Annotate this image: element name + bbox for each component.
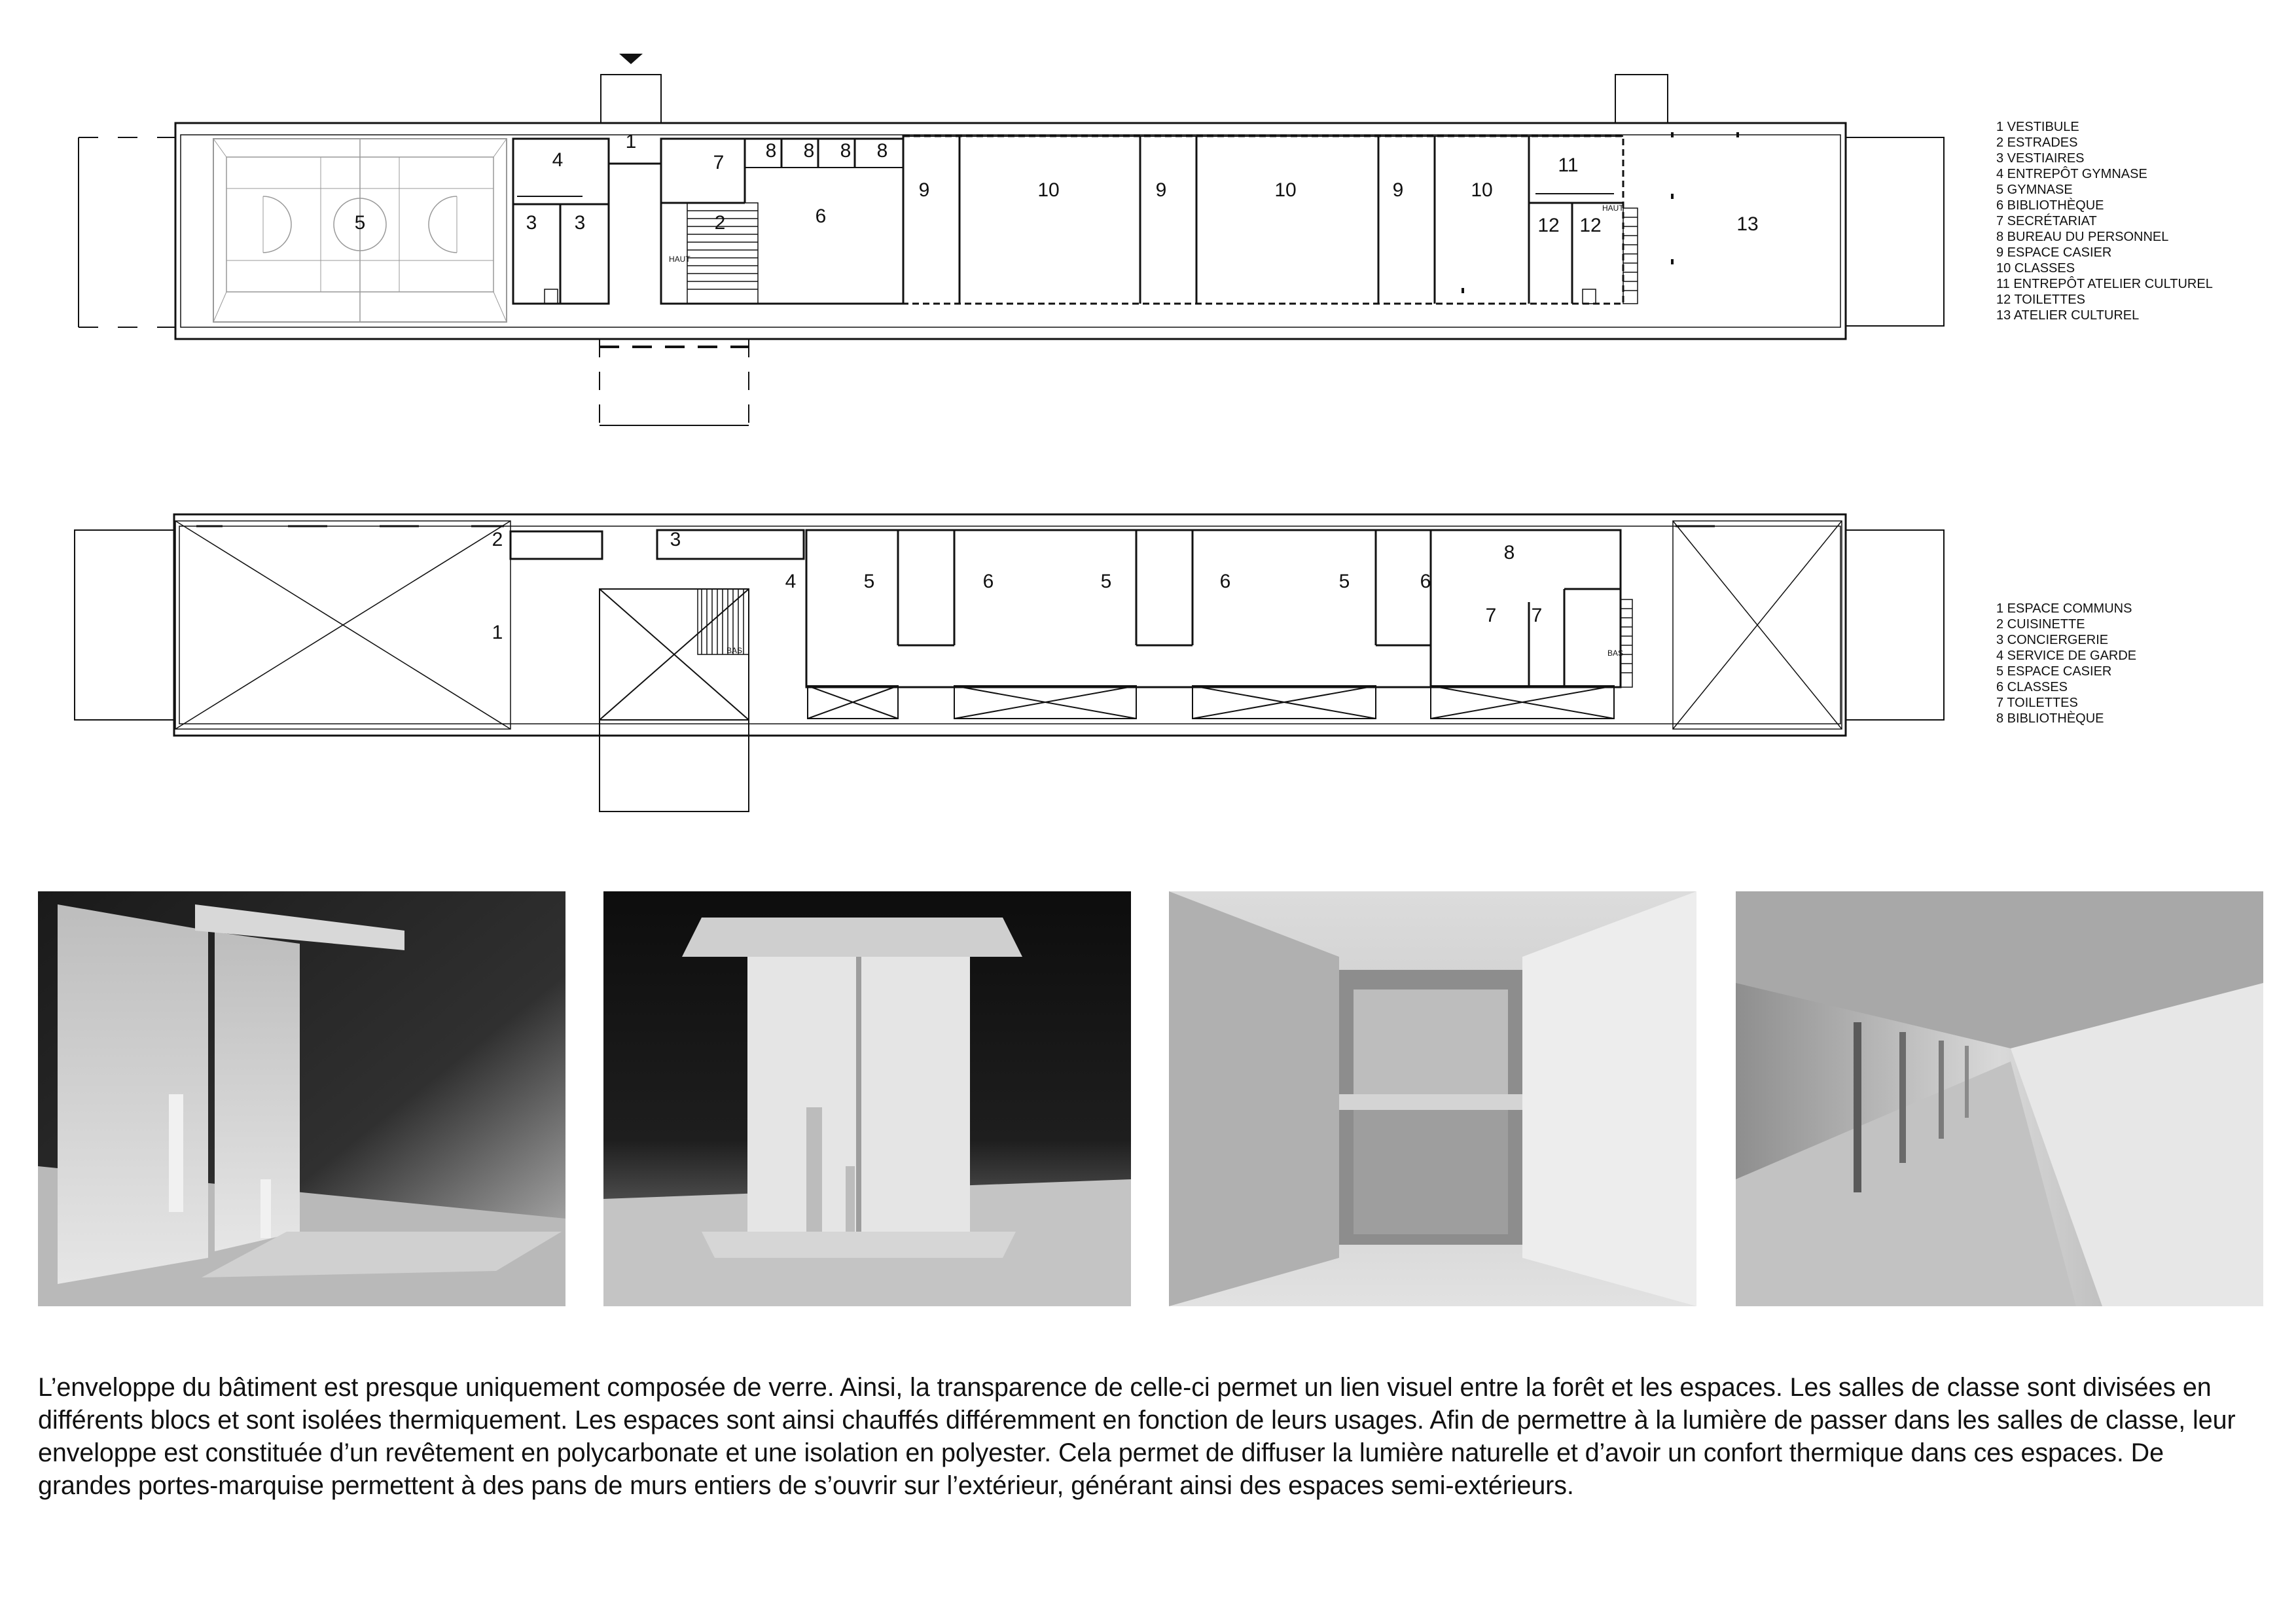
column-marks <box>1462 132 1739 293</box>
administration-block <box>661 139 903 304</box>
stair-upper <box>698 589 749 654</box>
legend-item: 8 BUREAU DU PERSONNEL <box>1996 230 2169 244</box>
legend-item: 7 TOILETTES <box>1996 696 2078 710</box>
room-number: 5 <box>1338 570 1350 592</box>
room-number: 7 <box>1531 604 1543 626</box>
legend-item: 9 ESPACE CASIER <box>1996 245 2112 260</box>
upper-floor-plan <box>0 497 1964 838</box>
north-entry-left <box>601 75 661 123</box>
room-number: 3 <box>670 528 681 550</box>
legend-item: 6 CLASSES <box>1996 680 2068 694</box>
classroom-block <box>903 136 1623 304</box>
room-number-labels-upper <box>492 529 1623 658</box>
room-number: 9 <box>1392 179 1404 201</box>
model-photo-interior-corridor <box>1736 891 2263 1306</box>
room-number: 10 <box>1471 179 1493 201</box>
room-number: 2 <box>492 528 503 550</box>
legend-item: 1 ESPACE COMMUNS <box>1996 601 2132 616</box>
room-number: 12 <box>1579 214 1602 236</box>
double-height-void-right <box>1673 521 1842 729</box>
south-voids <box>808 686 1614 719</box>
room-number: 10 <box>1037 179 1060 201</box>
room-number: 13 <box>1736 213 1759 235</box>
room-number-labels <box>355 131 1759 264</box>
model-photo-interior-frame <box>1169 891 1696 1306</box>
stair-direction-label: HAUT <box>669 255 691 264</box>
model-photo-porch-side <box>38 891 565 1306</box>
room-number: 8 <box>876 139 888 162</box>
legend-item: 3 VESTIAIRES <box>1996 151 2085 166</box>
room-number: 11 <box>1558 154 1579 176</box>
legend-item: 12 TOILETTES <box>1996 293 2085 307</box>
ground-floor-plan <box>0 39 1964 445</box>
kitchenette <box>511 531 602 559</box>
stair-direction-label: HAUT <box>1602 204 1624 213</box>
room-number: 5 <box>354 211 366 234</box>
room-number: 6 <box>1420 570 1431 592</box>
legend-item: 10 CLASSES <box>1996 261 2075 276</box>
room-number: 8 <box>765 139 777 162</box>
south-canopy-dashed <box>600 339 749 425</box>
double-height-void-left <box>175 521 511 729</box>
stair-tower <box>600 589 749 812</box>
workshop-ramp <box>1623 208 1638 304</box>
room-number: 7 <box>713 151 725 173</box>
room-number: 6 <box>815 205 827 227</box>
legend-item: 5 ESPACE CASIER <box>1996 664 2112 679</box>
stair-direction-label: BAS <box>1607 649 1624 658</box>
legend-item: 2 CUISINETTE <box>1996 617 2085 632</box>
legend-item: 13 ATELIER CULTUREL <box>1996 308 2140 323</box>
description-paragraph: L’enveloppe du bâtiment est presque uniquement composée de verre. Ainsi, la transparence de celle-ci permet un lien visuel entre la forêt et les espaces. Les salles de classe sont divisées en différents blocs et sont isolées thermiquement. Les espaces sont ainsi chauffés différemment en fonction de leurs usages. Afin de permettre à la lumière de passer dans les salles de classe, leur enveloppe est constituée d’un revêtement en polycarbonate et une isolation en polyester. Cela permet de diffuser la lumière naturelle et d’avoir un confort thermique dans ces espaces. De grandes portes-marquise permettent à des pans de murs entiers de s’ouvrir sur l’extérieur, générant ainsi des espaces semi-extérieurs. <box>38 1373 2236 1500</box>
room-number: 8 <box>1503 541 1515 563</box>
model-photo-porch-front <box>603 891 1131 1306</box>
north-entry-right <box>1615 75 1668 123</box>
legend-item: 2 ESTRADES <box>1996 135 2078 150</box>
ground-floor-legend <box>1996 119 2213 323</box>
legend-item: 4 ENTREPÔT GYMNASE <box>1996 167 2147 181</box>
room-number: 4 <box>552 149 564 171</box>
legend-item: 7 SECRÉTARIAT <box>1996 214 2097 228</box>
room-number: 10 <box>1274 179 1297 201</box>
right-porch-upper <box>1846 530 1944 720</box>
room-number: 4 <box>785 570 797 592</box>
legend-item: 11 ENTREPÔT ATELIER CULTUREL <box>1996 277 2213 291</box>
room-number: 6 <box>1219 570 1231 592</box>
upper-classroom-block <box>806 530 1624 687</box>
room-number: 9 <box>918 179 930 201</box>
room-number: 8 <box>840 139 852 162</box>
legend-item: 8 BIBLIOTHÈQUE <box>1996 711 2104 726</box>
room-number: 1 <box>625 130 637 152</box>
legend-item: 6 BIBLIOTHÈQUE <box>1996 198 2104 213</box>
room-number: 1 <box>492 621 503 643</box>
legend-item: 5 GYMNASE <box>1996 183 2073 197</box>
room-number: 12 <box>1537 214 1560 236</box>
upper-ramp <box>1621 599 1632 687</box>
room-number: 7 <box>1485 604 1497 626</box>
room-number: 2 <box>714 211 726 234</box>
left-dashed-extension <box>79 137 175 327</box>
room-number: 8 <box>803 139 815 162</box>
room-number: 5 <box>863 570 875 592</box>
legend-item: 1 VESTIBULE <box>1996 120 2079 134</box>
upper-floor-legend <box>1996 601 2136 726</box>
entry-arrow-icon <box>619 54 643 64</box>
left-porch-upper <box>75 530 174 720</box>
room-number: 9 <box>1155 179 1167 201</box>
right-porch <box>1846 137 1944 326</box>
stair-direction-label: BAS <box>726 646 743 655</box>
legend-item: 4 SERVICE DE GARDE <box>1996 649 2137 663</box>
room-number: 3 <box>574 211 586 234</box>
room-number: 5 <box>1100 570 1112 592</box>
legend-item: 3 CONCIERGERIE <box>1996 633 2109 647</box>
room-number: 6 <box>982 570 994 592</box>
upper-envelope <box>174 514 1846 736</box>
room-number: 3 <box>526 211 537 234</box>
